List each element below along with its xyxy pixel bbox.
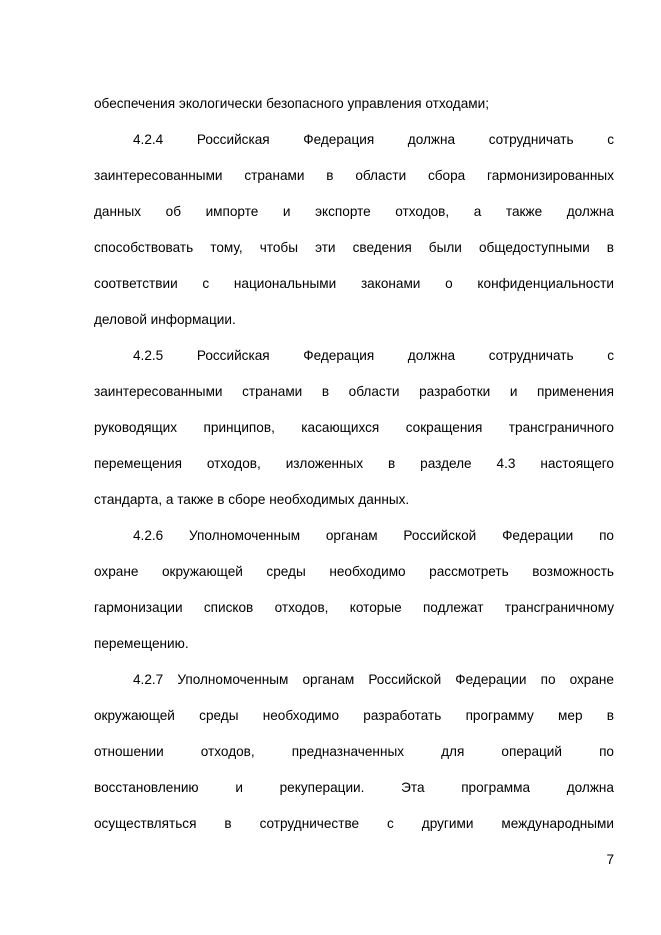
text-line: перемещения отходов, изложенных в разделе 4.3 настоящего <box>94 456 614 471</box>
page-number: 7 <box>606 852 614 867</box>
text-line: данных об импорте и экспорте отходов, а также должна <box>94 204 614 219</box>
text-line: 4.2.6 Уполномоченным органам Российской Федерации по <box>133 528 614 543</box>
document-body <box>94 94 614 850</box>
text-line: 4.2.5 Российская Федерация должна сотрудничать с <box>133 348 614 363</box>
text-line: соответствии с национальными законами о конфиденциальности <box>94 276 614 291</box>
text-line: восстановлению и рекуперации. Эта программа должна <box>94 780 614 795</box>
text-line: перемещению. <box>94 636 189 651</box>
text-line: руководящих принципов, касающихся сокращения трансграничного <box>94 420 614 435</box>
text-line: деловой информации. <box>94 312 236 327</box>
text-line: 4.2.4 Российская Федерация должна сотрудничать с <box>133 132 614 147</box>
text-line: заинтересованными странами в области разработки и применения <box>94 384 614 399</box>
text-line: 4.2.7 Уполномоченным органам Российской Федерации по охране <box>133 672 614 687</box>
text-line: отношении отходов, предназначенных для операций по <box>94 744 614 759</box>
text-line: способствовать тому, чтобы эти сведения были общедоступными в <box>94 240 614 255</box>
text-line: обеспечения экологически безопасного управления отходами; <box>94 96 489 111</box>
text-line: гармонизации списков отходов, которые подлежат трансграничному <box>94 600 614 615</box>
text-line: осуществляться в сотрудничестве с другими международными <box>94 816 614 831</box>
text-line: стандарта, а также в сборе необходимых данных. <box>94 492 410 507</box>
text-line: заинтересованными странами в области сбора гармонизированных <box>94 168 614 183</box>
text-line: охране окружающей среды необходимо рассмотреть возможность <box>94 564 614 579</box>
text-line: окружающей среды необходимо разработать программу мер в <box>94 708 614 723</box>
